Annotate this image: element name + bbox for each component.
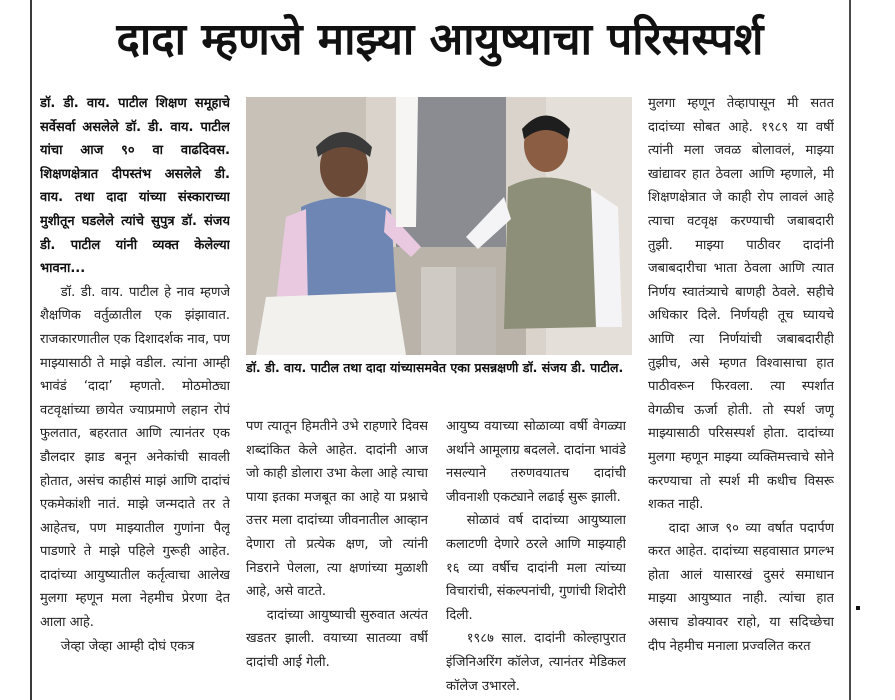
headline: दादा म्हणजे माझ्या आयुष्याचा परिसस्पर्श — [116, 14, 764, 65]
article-column-1 — [40, 92, 230, 700]
column-3-paragraph-1: आयुष्य वयाच्या सोळाव्या वर्षी वेगळ्या अर्थाने आमूलाग्र बदलले. दादांना भावंडे नसल्याने तरुणवयातच दादांची जीवनाशी एकट्याने लढाई सुरू झाली. — [446, 419, 626, 505]
article-column-3 — [446, 415, 626, 700]
intro-text: डॉ. डी. वाय. पाटील शिक्षण समूहाचे सर्वेसर्वा असलेले डॉ. डी. वाय. पाटील यांचा आज ९० वा वाढदिवस. शिक्षणक्षेत्रात दीपस्तंभ असलेले डी. वाय. तथा दादा यांच्या संस्काराच्या मुशीतून घडलेले त्यांचे सुपुत्र डॉ. संजय डी. पाटील यांनी व्यक्त केलेल्या भावना... — [40, 96, 230, 277]
column-3-paragraph-3: १९८७ साल. दादांनी कोल्हापुरात इंजिनिअरिंग कॉलेज, त्यानंतर मेडिकल कॉलेज उभारले. — [446, 631, 626, 694]
page-rule-right — [849, 0, 851, 700]
photo-illustration — [246, 97, 632, 355]
margin-dot — [856, 606, 860, 610]
column-4-paragraph-1: मुलगा म्हणून तेव्हापासून मी सतत दादांच्या सोबत आहे. १९८९ या वर्षी त्यांनी मला जवळ बोलावलं, माझ्या खांद्यावर हात ठेवला आणि म्हणाले, मी शिक्षणक्षेत्रात जे काही रोप लावलं आहे त्याचा वटवृक्ष करण्याची जबाबदारी तुझी. माझ्या पाठीवर दादांनी जबाबदारीचा भाता ठेवला आणि त्यात निर्णय स्वातंत्र्याचे बाणही ठेवले. सहीचे अधिकार दिले. निर्णयही तूच घ्यायचे आणि त्या निर्णयांची जबाबदारीही तुझीच, असे म्हणत विश्वासाचा हात पाठीवरून फिरवला. त्या स्पर्शात वेगळीच ऊर्जा होती. तो स्पर्श जणू माझ्यासाठी परिसस्पर्श होता. दादांच्या मुलगा म्हणून माझ्या व्यक्तिमत्त्वाचे सोने करण्याचा तो स्पर्श मी कधीच विसरू शकत नाही. — [648, 96, 834, 513]
column-2-paragraph-2: दादांच्या आयुष्याची सुरुवात अत्यंत खडतर झाली. वयाच्या सातव्या वर्षी दादांची आई गेली. — [246, 607, 428, 670]
article-photo — [246, 97, 632, 355]
article-column-4 — [648, 92, 834, 700]
column-3-paragraph-2: सोळावं वर्ष दादांच्या आयुष्याला कलाटणी देणारे ठरले आणि माझ्याही १६ व्या वर्षीच दादांनी मला त्यांच्या विचारांची, संकल्पनांची, गुणांची शिदोरी दिली. — [446, 513, 626, 623]
column-1-paragraph-1: डॉ. डी. वाय. पाटील हे नाव म्हणजे शैक्षणिक वर्तुळातील एक झंझावात. राजकारणातील एक दिशादर्शक नाव, पण माझ्यासाठी ते माझे वडील. त्यांना आम्ही भावंडं ‘दादा’ म्हणतो. मोठमोठ्या वटवृक्षांच्या छायेत ज्याप्रमाणे लहान रोपं फुलतात, बहरतात आणि त्यानंतर एक डौलदार झाड बनून अनेकांची सावली होतात, असंच काहीसं माझं आणि दादांचं एकमेकांशी नातं. माझे जन्मदाते तर ते आहेतच, पण माझ्यातील गुणांना पैलू पाडणारे ते माझे पहिले गुरूही आहेत. दादांच्या आयुष्यातील कर्तृत्वाचा आलेख मुलगा म्हणून मला नेहमीच प्रेरणा देत आला आहे. — [40, 284, 230, 631]
article-column-2 — [246, 415, 428, 700]
photo-caption: डॉ. डी. वाय. पाटील तथा दादा यांच्यासमवेत एका प्रसन्नक्षणी डॉ. संजय डी. पाटील. — [246, 360, 624, 375]
page-rule-left — [30, 0, 32, 700]
column-2-paragraph-1: पण त्यातून हिमतीने उभे राहणारे दिवस शब्दांकित केले आहेत. दादांनी आज जो काही डोलारा उभा केला आहे त्याचा पाया इतका मजबूत का आहे या प्रश्नाचे उत्तर मला दादांच्या जीवनातील आव्हान देणारा तो प्रत्येक क्षण, जो त्यांनी निडराने पेलला, त्या क्षणांच्या मुळाशी आहे, असे वाटते. — [246, 419, 428, 600]
column-4-paragraph-2: दादा आज ९० व्या वर्षात पदार्पण करत आहेत. दादांच्या सहवासात प्रगल्भ होता आलं यासारखं दुसरं समाधान माझ्या आयुष्यात नाही. त्यांचा हात असाच डोक्यावर राहो, या सदिच्छेचा दीप नेहमीच मनाला प्रज्वलित करत — [648, 520, 834, 654]
column-1-paragraph-2: जेव्हा जेव्हा आम्ही दोघं एकत्र — [60, 638, 195, 654]
